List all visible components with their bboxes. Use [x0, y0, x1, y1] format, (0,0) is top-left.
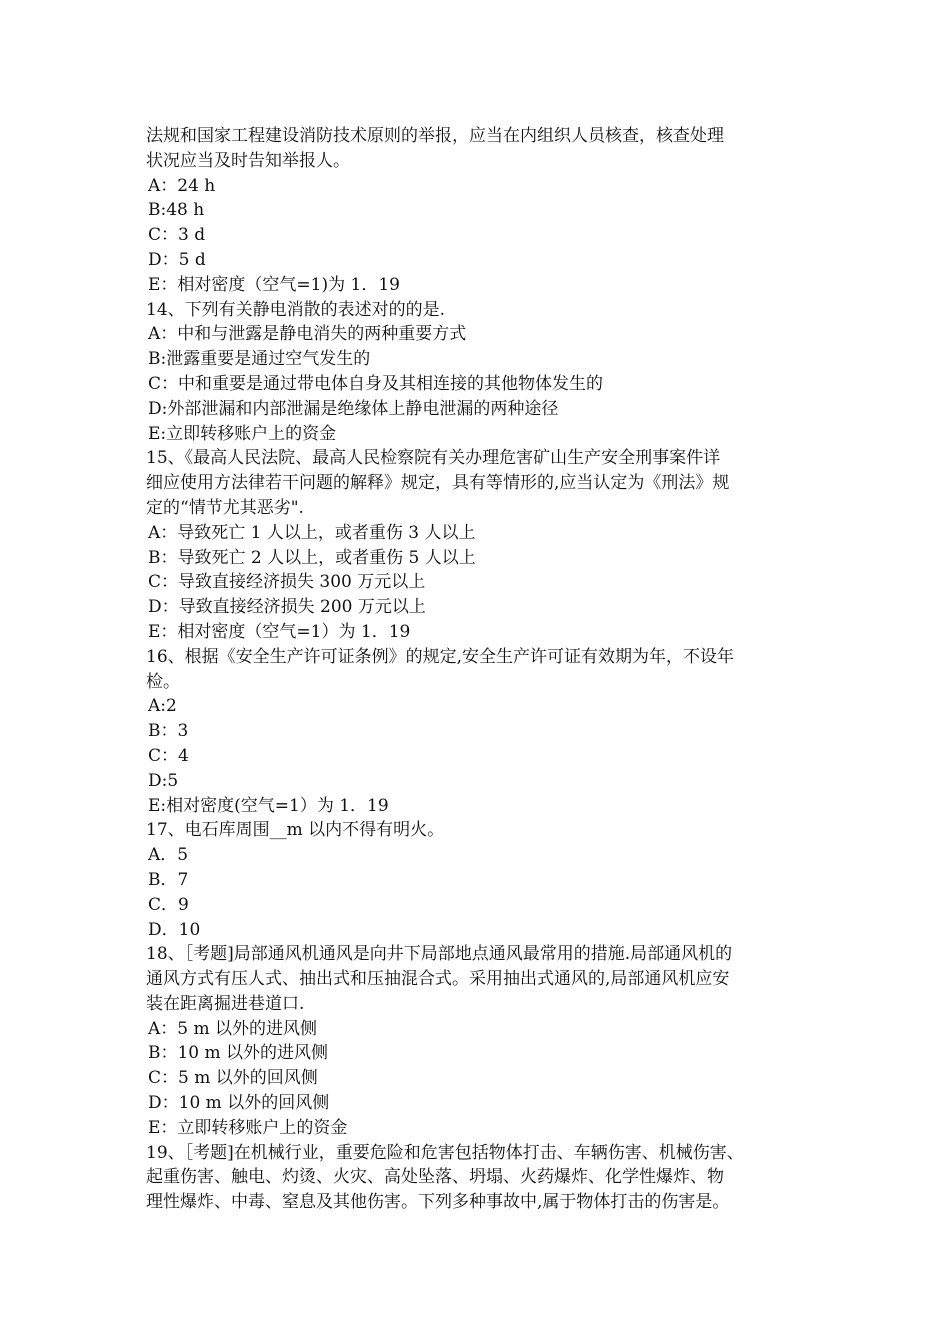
option-line: C．9: [148, 894, 189, 915]
question-line: 17、电石库周围__m 以内不得有明火。: [146, 820, 445, 841]
text-line: 通风方式有压人式、抽出式和压抽混合式。采用抽出式通风的,局部通风机应安: [146, 969, 730, 990]
option-line: D：导致直接经济损失 200 万元以上: [148, 597, 426, 618]
option-line: B:泄露重要是通过空气发生的: [148, 349, 371, 370]
option-line: A:2: [148, 696, 177, 717]
question-line: 15、《最高人民法院、最高人民检察院有关办理危害矿山生产安全刑事案件详: [146, 448, 721, 469]
option-line: B：导致死亡 2 人以上，或者重伤 5 人以上: [148, 547, 476, 568]
option-line: D:外部泄漏和内部泄漏是绝缘体上静电泄漏的两种途径: [148, 398, 559, 419]
option-line: D:5: [148, 770, 179, 791]
option-line: A：24 h: [148, 175, 216, 196]
option-line: C：5 m 以外的回风侧: [148, 1068, 318, 1089]
option-line: A：5 m 以外的进风侧: [148, 1018, 318, 1039]
document-body: [146, 124, 816, 1215]
text-line: 状况应当及时告知举报人。: [146, 150, 350, 171]
option-line: E:相对密度(空气=1）为 1．19: [148, 795, 389, 816]
question-line: 14、下列有关静电消散的表述对的的是.: [146, 299, 446, 320]
option-line: B：3: [148, 721, 189, 742]
option-line: C：4: [148, 745, 189, 766]
question-line: 19、［考题]在机械行业，重要危险和危害包括物体打击、车辆伤害、机械伤害、: [146, 1142, 744, 1163]
option-line: D：5 d: [148, 249, 206, 270]
option-line: D．10: [148, 919, 201, 940]
option-line: B：10 m 以外的进风侧: [148, 1043, 329, 1064]
option-line: C：3 d: [148, 225, 206, 246]
text-line: 检。: [146, 671, 180, 692]
text-line: 细应使用方法律若干问题的解释》规定，具有等情形的,应当认定为《刑法》规: [146, 473, 730, 494]
option-line: E：相对密度（空气=1）为 1．19: [148, 621, 411, 642]
option-line: A：中和与泄露是静电消失的两种重要方式: [148, 324, 467, 345]
text-line: 理性爆炸、中毒、窒息及其他伤害。下列多种事故中,属于物体打击的伤害是。: [146, 1192, 730, 1213]
text-line: 法规和国家工程建设消防技术原则的举报，应当在内组织人员核查，核查处理: [146, 126, 724, 146]
text-line: 起重伤害、触电、灼烫、火灾、高处坠落、坍塌、火药爆炸、化学性爆炸、物: [146, 1167, 724, 1188]
text-line: 装在距离掘进巷道口.: [146, 993, 305, 1014]
option-line: A：导致死亡 1 人以上，或者重伤 3 人以上: [148, 522, 476, 543]
option-line: E：相对密度（空气=1)为 1．19: [148, 274, 400, 295]
option-line: E：立即转移账户上的资金: [148, 1117, 348, 1138]
question-line: 16、根据《安全生产许可证条例》的规定,安全生产许可证有效期为年，不设年: [146, 646, 735, 667]
option-line: B．7: [148, 869, 189, 890]
option-line: B:48 h: [148, 200, 205, 221]
question-line: 18、［考题]局部通风机通风是向井下局部地点通风最常用的措施.局部通风机的: [146, 944, 733, 965]
option-line: C：中和重要是通过带电体自身及其相连接的其他物体发生的: [148, 373, 604, 394]
option-line: D：10 m 以外的回风侧: [148, 1093, 330, 1114]
option-line: C：导致直接经济损失 300 万元以上: [148, 572, 426, 593]
option-line: A．5: [148, 845, 189, 866]
text-line: 定的“情节尤其恶劣".: [146, 497, 304, 518]
option-line: E:立即转移账户上的资金: [148, 423, 337, 444]
